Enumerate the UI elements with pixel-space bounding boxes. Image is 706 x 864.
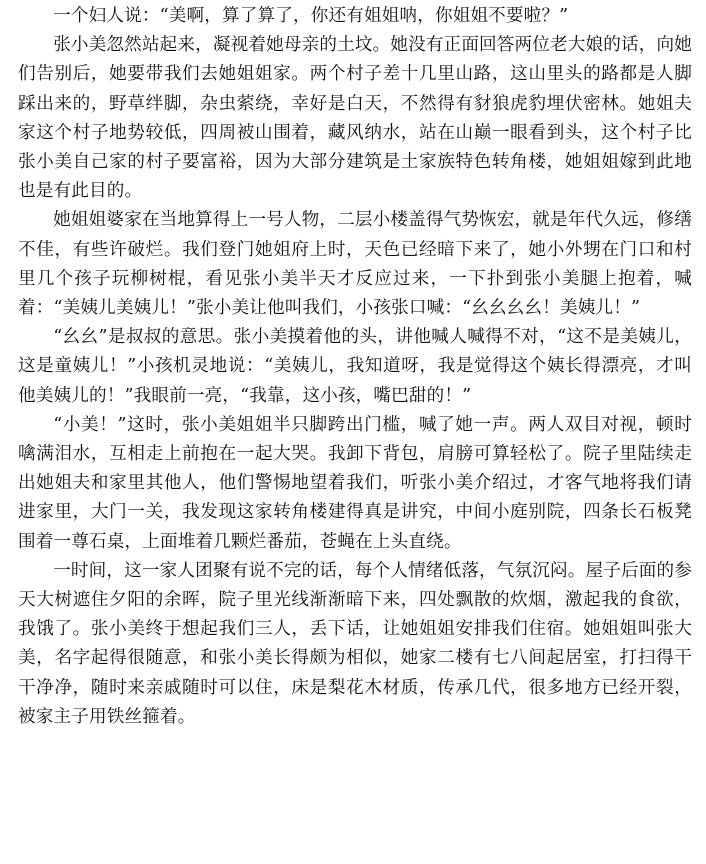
paragraph-6: 一时间，这一家人团聚有说不完的话，每个人情绪低落，气氛沉闷。屋子后面的参天大树遮住夕阳的余晖，院子里光线渐渐暗下来，四处飘散的炊烟，激起我的食欲，我饿了。张小美终于想起我们三人，丢下话，让她姐姐安排我们住宿。她姐姐叫张大美，名字起得很随意，和张小美长得颇为相似，她家二楼有七八间起居室，打扫得干干净净，随时来亲戚随时可以住，床是梨花木材质，传承几代，很多地方已经开裂，被家主子用铁丝箍着。 [18, 560, 692, 727]
paragraph-4: “幺幺”是叔叔的意思。张小美摸着他的头，讲他喊人喊得不对，“这不是美姨儿，这是童姨儿！”小孩机灵地说：“美姨儿，我知道呀，我是觉得这个姨长得漂亮，才叫他美姨儿的！”我眼前一亮，“我靠，这小孩，嘴巴甜的！” [18, 327, 692, 406]
paragraph-5: “小美！”这时，张小美姐姐半只脚跨出门槛，喊了她一声。两人双目对视，顿时噙满泪水，互相走上前抱在一起大哭。我卸下背包，肩膀可算轻松了。院子里陆续走出她姐夫和家里其他人，他们警惕地望着我们，听张小美介绍过，才客气地将我们请进家里，大门一关，我发现这家转角楼建得真是讲究，中间小庭别院，四条长石板凳围着一尊石桌，上面堆着几颗烂番茄，苍蝇在上头直绕。 [18, 414, 692, 552]
paragraph-3: 她姐姐婆家在当地算得上一号人物，二层小楼盖得气势恢宏，就是年代久远，修缮不佳，有些许破烂。我们登门她姐府上时，天色已经暗下来了，她小外甥在门口和村里几个孩子玩柳树棍，看见张小美半天才反应过来，一下扑到张小美腿上抱着，喊着：“美姨儿美姨儿！”张小美让他叫我们，小孩张口喊：“幺幺幺幺！美姨儿！” [18, 210, 692, 319]
paragraph-2: 张小美忽然站起来，凝视着她母亲的土坟。她没有正面回答两位老大娘的话，向她们告别后，她要带我们去她姐姐家。两个村子差十几里山路，这山里头的路都是人脚踩出来的，野草绊脚，杂虫萦绕，幸好是白天，不然得有豺狼虎豹埋伏密林。她姐夫家这个村子地势较低，四周被山围着，藏风纳水，站在山巅一眼看到头，这个村子比张小美自己家的村子要富裕，因为大部分建筑是土家族特色转角楼，她姐姐嫁到此地也是有此目的。 [18, 35, 692, 202]
paragraph-1: 一个妇人说：“美啊，算了算了，你还有姐姐呐，你姐姐不要啦？” [53, 6, 569, 26]
